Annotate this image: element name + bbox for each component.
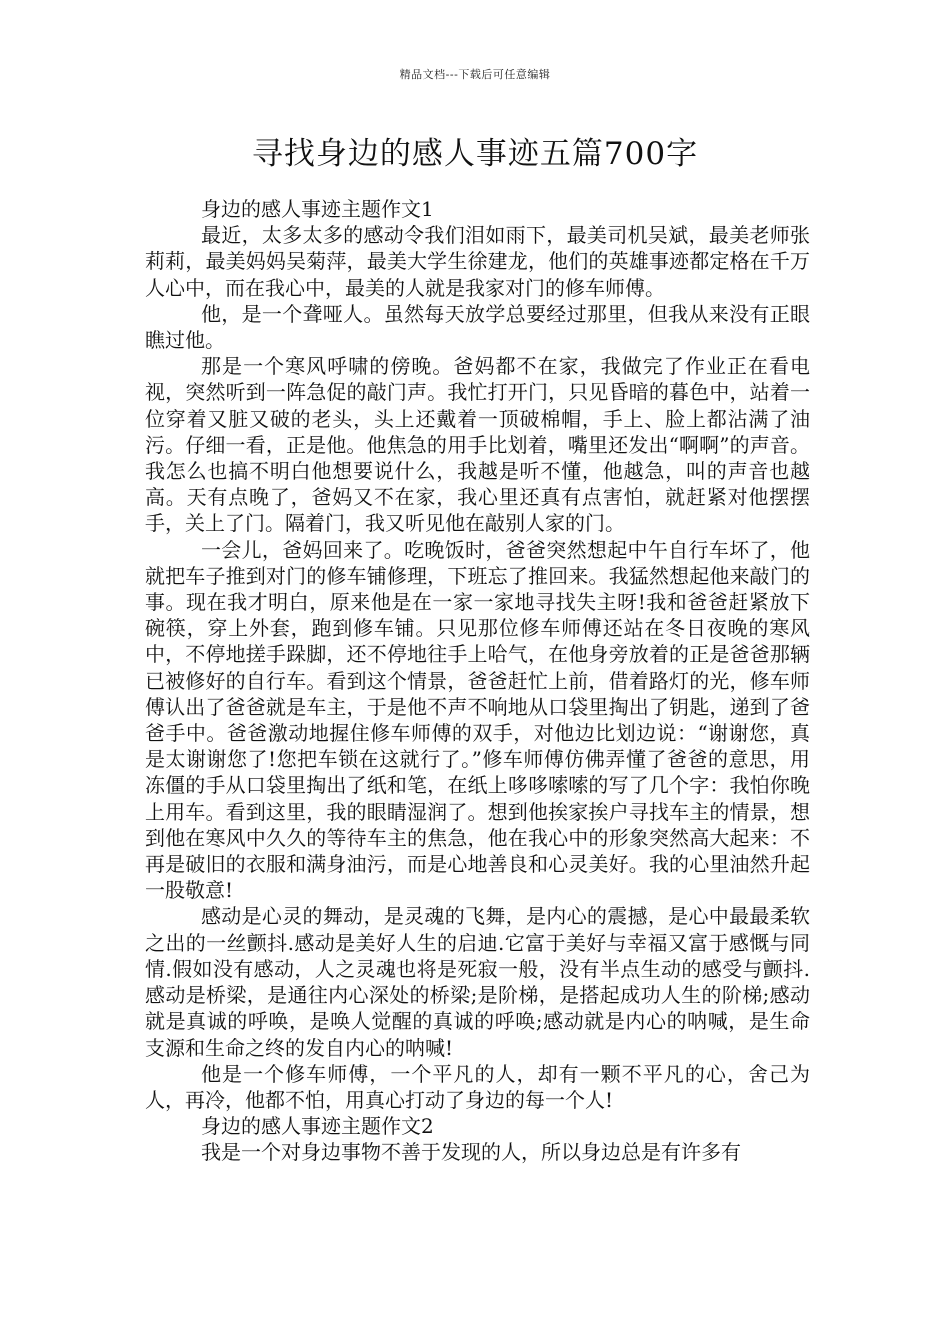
document-body xyxy=(145,196,810,1166)
section-heading: 身边的感人事迹主题作文2 xyxy=(201,1114,434,1139)
paragraph: 我是一个对身边事物不善于发现的人，所以身边总是有许多有 xyxy=(201,1140,741,1165)
paragraph: 最近，太多太多的感动令我们泪如雨下，最美司机吴斌，最美老师张莉莉，最美妈妈吴菊萍，最美大学生徐建龙，他们的英雄事迹都定格在千万人心中，而在我心中，最美的人就是我家对门的修车师傅。 xyxy=(145,223,810,300)
paragraph: 他，是一个聋哑人。虽然每天放学总要经过那里，但我从来没有正眼瞧过他。 xyxy=(145,301,810,353)
paragraph: 他是一个修车师傅，一个平凡的人，却有一颗不平凡的心，舍己为人，再冷，他都不怕，用真心打动了身边的每一个人! xyxy=(145,1061,810,1112)
paragraph: 那是一个寒风呼啸的傍晚。爸妈都不在家，我做完了作业正在看电视，突然听到一阵急促的敲门声。我忙打开门，只见昏暗的暮色中，站着一位穿着又脏又破的老头，头上还戴着一顶破棉帽，手上、脸上都沾满了油污。仔细一看，正是他。他焦急的用手比划着，嘴里还发出“啊啊”的声音。我怎么也搞不明白他想要说什么，我越是听不懂，他越急，叫的声音也越高。天有点晚了，爸妈又不在家，我心里还真有点害怕，就赶紧对他摆摆手，关上了门。隔着门，我又听见他在敲别人家的门。 xyxy=(145,354,810,536)
document-title: 寻找身边的感人事迹五篇700字 xyxy=(251,136,699,172)
paragraph: 感动是心灵的舞动，是灵魂的飞舞，是内心的震撼，是心中最最柔软之出的一丝颤抖.感动是美好人生的启迪.它富于美好与幸福又富于感慨与同情.假如没有感动，人之灵魂也将是死寂一般，没有半点生动的感受与颤抖.感动是桥梁，是通往内心深处的桥梁;是阶梯，是搭起成功人生的阶梯;感动就是真诚的呼唤，是唤人觉醒的真诚的呼唤;感动就是内心的呐喊，是生命支源和生命之终的发自内心的呐喊! xyxy=(145,904,810,1060)
header-note: 精品文档---下载后可任意编辑 xyxy=(399,68,551,81)
paragraph: 一会儿，爸妈回来了。吃晚饭时，爸爸突然想起中午自行车坏了，他就把车子推到对门的修车铺修理，下班忘了推回来。我猛然想起他来敲门的事。现在我才明白，原来他是在一家一家地寻找失主呀!我和爸爸赶紧放下碗筷，穿上外套，跑到修车铺。只见那位修车师傅还站在冬日夜晚的寒风中，不停地搓手跺脚，还不停地往手上哈气，在他身旁放着的正是爸爸那辆已被修好的自行车。看到这个情景，爸爸赶忙上前，借着路灯的光，修车师傅认出了爸爸就是车主，于是他不声不响地从口袋里掏出了钥匙，递到了爸爸手中。爸爸激动地握住修车师傅的双手，对他边比划边说：“谢谢您，真是太谢谢您了!您把车锁在这就行了。”修车师傅仿佛弄懂了爸爸的意思，用冻僵的手从口袋里掏出了纸和笔，在纸上哆哆嗦嗦的写了几个字：我怕你晚上用车。看到这里，我的眼睛湿润了。想到他挨家挨户寻找车主的情景，想到他在寒风中久久的等待车主的焦急，他在我心中的形象突然高大起来：不再是破旧的衣服和满身油污，而是心地善良和心灵美好。我的心里油然升起一股敬意! xyxy=(145,537,810,903)
section-heading: 身边的感人事迹主题作文1 xyxy=(201,197,434,221)
